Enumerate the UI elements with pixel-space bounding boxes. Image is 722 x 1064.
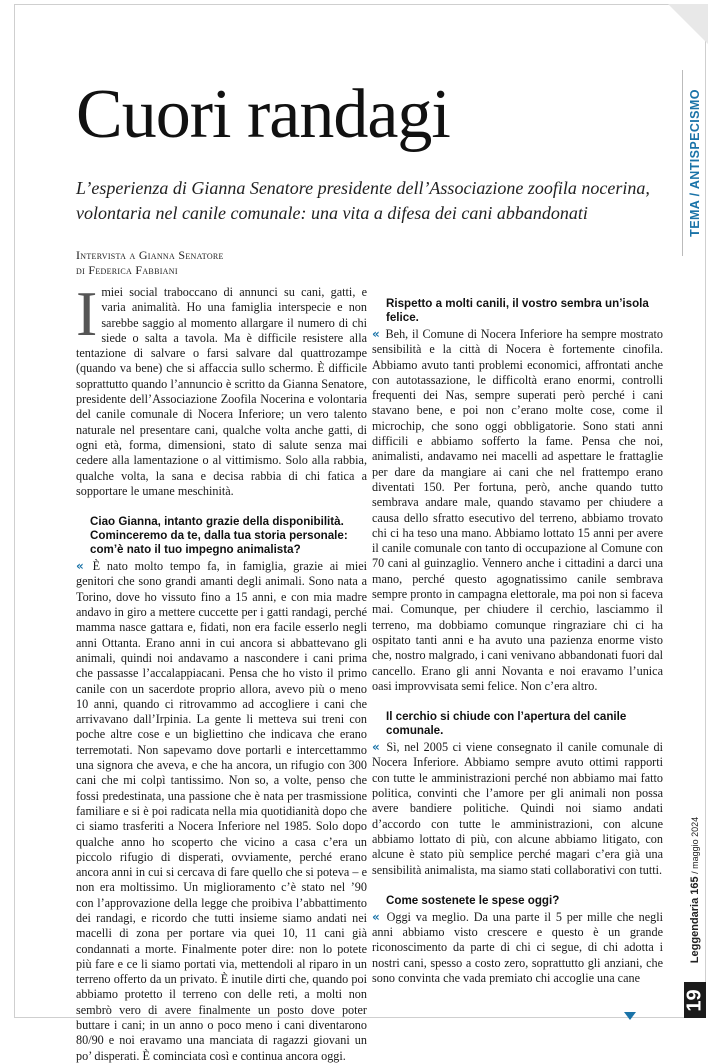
page-corner-fold: [668, 4, 708, 44]
article-column-right: [372, 283, 663, 986]
drop-cap: I: [76, 278, 98, 349]
quote-mark-icon: «: [372, 327, 380, 341]
article-title: Cuori randagi: [76, 76, 450, 153]
intro-paragraph: Imiei social traboccano di annunci su cani, gatti, e varia animalità. Ho una famiglia interspecie e non sarebbe saggio al momento allargare il numero di chi siede o salta a tavola. Ma è difficile resistere alla tentazione di salvare o farsi salvare dal quattrozampe (quando va bene) che si affaccia sullo schermo. È difficile soprattutto quando l’annuncio è scritto da Gianna Senatore, presidente dell’Associazione Zoofila Nocerina e volontaria del canile comunale di Nocera Inferiore; un vero talento naturale nel presentare cani, qualche volta anche gatti, di ogni età, forma, dimensioni, stato di salute senza mai cedere alla lamentazione o al vittimismo. Solo alla rabbia, qualche volta, la sana e decisa rabbia di chi fatica a sopportare le umane meschinità.: [76, 278, 367, 498]
section-label-text: TEMA / ANTISPECISMO: [688, 89, 702, 237]
byline-interviewee: Intervista a Gianna Senatore: [76, 248, 224, 262]
question-3: Il cerchio si chiude con l’apertura del canile comunale.: [386, 710, 627, 738]
question-4: Come sostenete le spese oggi?: [386, 893, 560, 907]
section-divider: [682, 70, 683, 256]
byline: [76, 248, 224, 278]
answer-2: « Beh, il Comune di Nocera Inferiore ha sempre mostrato sensibilità e la città di Nocera è fortemente cinofila. Abbiamo avuto tanti problemi economici, affrontati anche con autotassazione, le difficoltà erano enormi, controlli frequenti dei Nas, sempre superati però perché i cani stavano bene, e poi non c’erano molte cose, come il microchip, che sono oggi obbligatorie. Sono stati anni difficili e abbiamo sofferto la fame. Pensa che noi, animalisti, andavamo nei macelli ad aspettare le frattaglie per dare da mangiare ai cani che nel frattempo erano diventati 150. Per fortuna, però, anche quando tutto sembrava andare male, quando stavamo per chiudere a causa dello sfratto esecutivo del terreno, abbiamo trovato chi ci ha teso una mano. Abbiamo lottato 15 anni per avere il canile comunale con tanto di occupazione al Comune con 70 cani al guinzaglio. Vennero anche i cittadini a darci una mano, perché questo agognatissimo canile sembrava sempre pronto in campagna elettorale, ma poi non si faceva mai. Comunque, per chiudere il cerchio, lasciammo il terreno, ma dobbiamo comunque ringraziare chi ci ha ospitato tanti anni e ha avuto una pazienza enorme visto che, nostro malgrado, i cani venivano abbandonati fuori dal cancello. Erano gli anni Novanta e noi eravamo l’unica oasi improvvisata semi felice. Non c’era altro.: [372, 327, 664, 693]
article-subtitle: L’esperienza di Gianna Senatore presidente dell’Associazione zoofila nocerina, volontaria nel canile comunale: una vita a difesa dei cani abbandonati: [76, 178, 650, 223]
answer-4: « Oggi va meglio. Da una parte il 5 per mille che negli anni abbiamo visto crescere e questo è un grande riconoscimento da parte di chi ci segue, di chi adotta i nostri cani, spesso a costo zero, soprattutto gli anziani, che sono convinta che vada premiato chi accoglie una cane: [372, 909, 663, 985]
page-number: [684, 982, 706, 1018]
article-column-left: [76, 278, 367, 1064]
answer-3: « Sì, nel 2005 ci viene consegnato il canile comunale di Nocera Inferiore. Abbiamo sempre avuto ottimi rapporti con tutte le amministrazioni perché non abbiamo mai fatto politica, convinti che l’amore per gli animali non possa avere bandiere politiche. Quindi noi siamo andati d’accordo con tutte le amministrazioni, con alcune abbiamo lottato di più, con alcune abbiamo litigato, con alcune è stato più semplice perché magari c’era già una sensibilità animalista, ma siamo stati collaborativi con tutti.: [372, 740, 663, 877]
quote-mark-icon: «: [372, 909, 380, 924]
question-2: Rispetto a molti canili, il vostro sembra un’isola felice.: [386, 297, 649, 324]
magazine-name: Leggendaria 165: [689, 876, 701, 964]
footer-issue: [684, 800, 706, 980]
quote-mark-icon: «: [372, 740, 380, 755]
page-number-text: 19: [683, 988, 706, 1012]
byline-author: di Federica Fabbiani: [76, 263, 178, 277]
section-label: [684, 70, 706, 256]
issue-date: / maggio 2024: [690, 816, 700, 877]
quote-mark-icon: «: [76, 559, 84, 574]
continue-arrow-icon: [624, 1012, 636, 1020]
question-1: Ciao Gianna, intanto grazie della disponibilità. Cominceremo da te, dalla tua storia personale: com’è nato il tuo impegno animalista?: [90, 515, 348, 557]
answer-1: « È nato molto tempo fa, in famiglia, grazie ai miei genitori che sono grandi amanti degli animali. Sono nata a Torino, dove ho vissuto fino a 15 anni, e con mia madre andavo in giro a mettere cuccette per i gatti randagi, perché mamma nasce gattara e, fidati, non era facile esserlo negli anni Ottanta. Erano anni in cui ancora si abbattevano gli animali, quindi noi andavamo a nascondere i cani prima che passasse l’accalappiacani. Pensa che ho visto il primo canile con un sacerdote proprio allora, avevo più o meno 10 anni, quando ci ritrovammo ad accogliere i cani che arrivavano dall’Irpinia. La gente li metteva sui treni con poche altre cose e un bigliettino che indicava che erano terremotati. Non sapevamo dove portarli e intercettammo una signora che aveva, e che ha ancora, un rifugio con 300 cani che mi colpì tantissimo. Non so, a volte, penso che fossi predestinata, una passione che è nata per trasmissione familiare e si è poi radicata nella mia quotidianità dopo che ci siamo trasferiti a Nocera Inferiore nel 1985. Solo dopo qualche anno ho scoperto che vicino a casa c’era un piccolo rifugio di disperati, ovviamente, perché erano ancora anni in cui si cercava di fare quello che si poteva – e non era moltissimo. Un miglioramento c’è stato nel ’90 con l’approvazione della legge che proibiva l’abbattimento dei randagi, e ricordo che tutti insieme siamo andati nei macelli di zona per portare via quei 10, 11 cani già condannati a morte. Finalmente poter dire: non lo potete più fare e ce li siamo portati via, mettendoli al riparo in un terreno offerto da un privato. È inutile dirti che, quando poi abbiamo protetto il terreno con delle reti, a molti non sembrò vero di avere finalmente un posto dove poter buttare i cani; in un anno o poco meno i cani diventarono 80/90 e noi eravamo una manciata di ragazzi giovani un po’ disperati. È cominciata così e continua ancora oggi.: [76, 559, 367, 1063]
